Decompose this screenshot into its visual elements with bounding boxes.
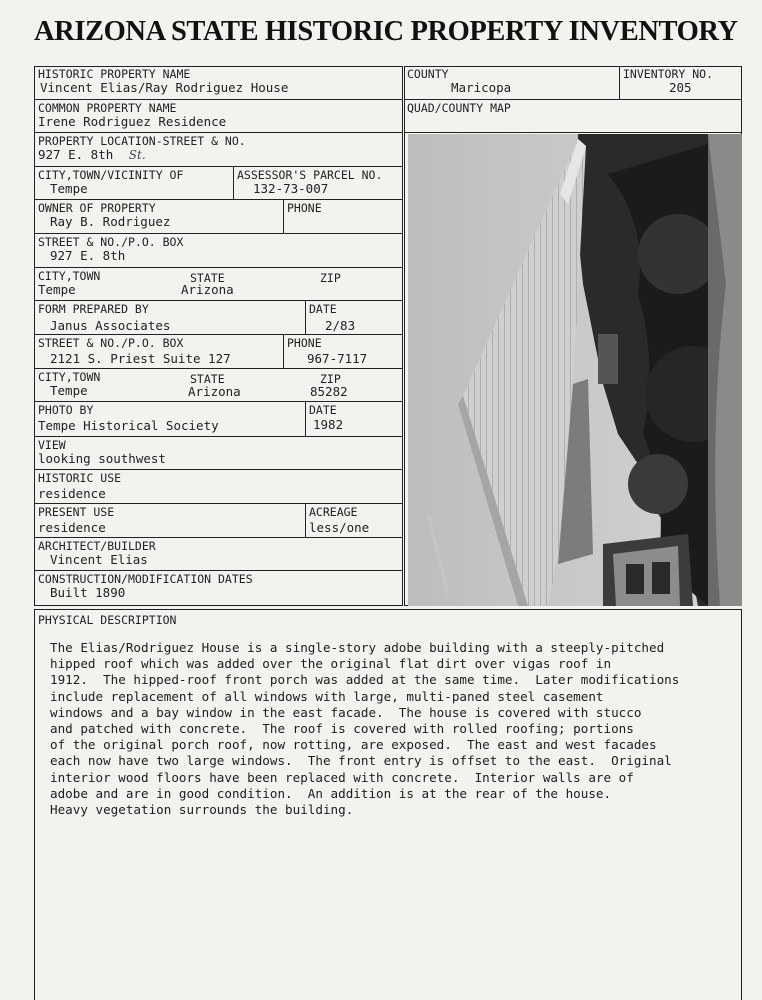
city-cell (38, 169, 230, 196)
prep-state-value: Arizona (188, 384, 241, 399)
prep-state-label: STATE (190, 372, 225, 386)
photo-date-label: DATE (309, 404, 337, 417)
page-title: ARIZONA STATE HISTORIC PROPERTY INVENTORY (34, 16, 738, 47)
common-name-value: Irene Rodriguez Residence (38, 114, 227, 129)
form-prepared-cell (38, 303, 303, 333)
physical-description-text: The Elias/Rodriguez House is a single-story adobe building with a steeply-pitched hipped roof which was added over the original flat dirt over vigas roof in 1912. The hipped-roof front porch was added at the same time. Later modifications include replacement of all windows with large, multi-paned steel casement windows and a bay window in the east facade. The house is covered with stucco and patched with concrete. The roof is covered with rolled roofing; portions of the original porch roof, now rotting, are exposed. The east and west facades each now have two large windows. The front entry is offset to the east. Original interior wood floors have been replaced with concrete. Interior walls are of adobe and are in good condition. An addition is at the rear of the house. Heavy vegetation surrounds the building. (50, 640, 680, 818)
parcel-value: 132-73-007 (253, 181, 329, 196)
view-label: VIEW (38, 439, 66, 452)
present-use-value: residence (38, 520, 106, 535)
county-value: Maricopa (451, 80, 512, 95)
present-use-cell (38, 506, 303, 535)
historic-use-value: residence (38, 486, 106, 501)
construction-cell (38, 573, 398, 600)
architect-cell (38, 540, 398, 567)
owner-state-label: STATE (190, 271, 225, 285)
prep-city-value: Tempe (50, 383, 88, 398)
common-name-label: COMMON PROPERTY NAME (38, 102, 177, 115)
prep-phone-label: PHONE (287, 337, 322, 350)
location-value: 927 E. 8th (38, 147, 114, 162)
quad-label: QUAD/COUNTY MAP (407, 102, 511, 115)
construction-value: Built 1890 (50, 585, 126, 600)
property-photo (408, 134, 742, 606)
historic-name-label: HISTORIC PROPERTY NAME (38, 68, 191, 81)
owner-street-value: 927 E. 8th (50, 248, 126, 263)
present-use-label: PRESENT USE (38, 506, 115, 519)
owner-zip-label: ZIP (320, 271, 341, 285)
prep-street-label: STREET & NO./P.O. BOX (38, 337, 184, 350)
prep-zip-value: 85282 (310, 384, 348, 399)
prep-city-cell (38, 371, 398, 401)
form-date-label: DATE (309, 303, 337, 316)
architect-label: ARCHITECT/BUILDER (38, 540, 156, 553)
historic-name-value: Vincent Elias/Ray Rodriguez House (40, 80, 289, 95)
city-value: Tempe (50, 181, 88, 196)
owner-street-cell (38, 236, 398, 263)
acreage-cell (309, 506, 399, 535)
inventory-cell (623, 68, 740, 95)
city-label: CITY,TOWN/VICINITY OF (38, 169, 184, 182)
owner-label: OWNER OF PROPERTY (38, 202, 156, 215)
parcel-label: ASSESSOR'S PARCEL NO. (237, 169, 383, 182)
view-value: looking southwest (38, 451, 166, 466)
prep-zip-label: ZIP (320, 372, 341, 386)
owner-city-label: CITY,TOWN (38, 270, 101, 283)
inventory-value: 205 (669, 80, 692, 95)
location-label: PROPERTY LOCATION-STREET & NO. (38, 135, 246, 148)
form-date-value: 2/83 (325, 318, 356, 333)
owner-state-value: Arizona (181, 282, 234, 297)
parcel-cell (237, 169, 401, 196)
form-prepared-label: FORM PREPARED BY (38, 303, 149, 316)
acreage-label: ACREAGE (309, 506, 358, 519)
owner-phone-cell (287, 202, 399, 215)
physical-description-label-cell (38, 614, 338, 627)
prep-phone-cell (287, 337, 399, 366)
historic-name-cell (38, 68, 398, 95)
owner-phone-label: PHONE (287, 202, 322, 215)
photo-by-cell (38, 404, 303, 433)
photo-by-value: Tempe Historical Society (38, 418, 219, 433)
historic-use-label: HISTORIC USE (38, 472, 122, 485)
photo-date-cell (309, 404, 399, 432)
county-label: COUNTY (407, 68, 449, 81)
inventory-label: INVENTORY NO. (623, 68, 714, 81)
physical-description-label: PHYSICAL DESCRIPTION (38, 614, 177, 627)
acreage-value: less/one (309, 520, 370, 535)
form-date-cell (309, 303, 399, 333)
photo-date-value: 1982 (313, 417, 344, 432)
photo-by-label: PHOTO BY (38, 404, 94, 417)
prep-street-value: 2121 S. Priest Suite 127 (50, 351, 231, 366)
prep-phone-value: 967-7117 (307, 351, 368, 366)
view-cell (38, 439, 398, 466)
quad-cell (407, 102, 737, 115)
owner-cell (38, 202, 281, 229)
common-name-cell (38, 102, 398, 129)
location-cell (38, 135, 398, 162)
construction-label: CONSTRUCTION/MODIFICATION DATES (38, 573, 253, 586)
county-cell (407, 68, 617, 95)
location-handwritten: St. (128, 148, 146, 162)
owner-city-value: Tempe (38, 282, 76, 297)
owner-city-cell (38, 270, 398, 300)
prep-city-label: CITY,TOWN (38, 371, 101, 384)
prep-street-cell (38, 337, 281, 366)
historic-use-cell (38, 472, 398, 501)
owner-street-label: STREET & NO./P.O. BOX (38, 236, 184, 249)
owner-value: Ray B. Rodriguez (50, 214, 171, 229)
form-prepared-value: Janus Associates (50, 318, 171, 333)
architect-value: Vincent Elias (50, 552, 148, 567)
